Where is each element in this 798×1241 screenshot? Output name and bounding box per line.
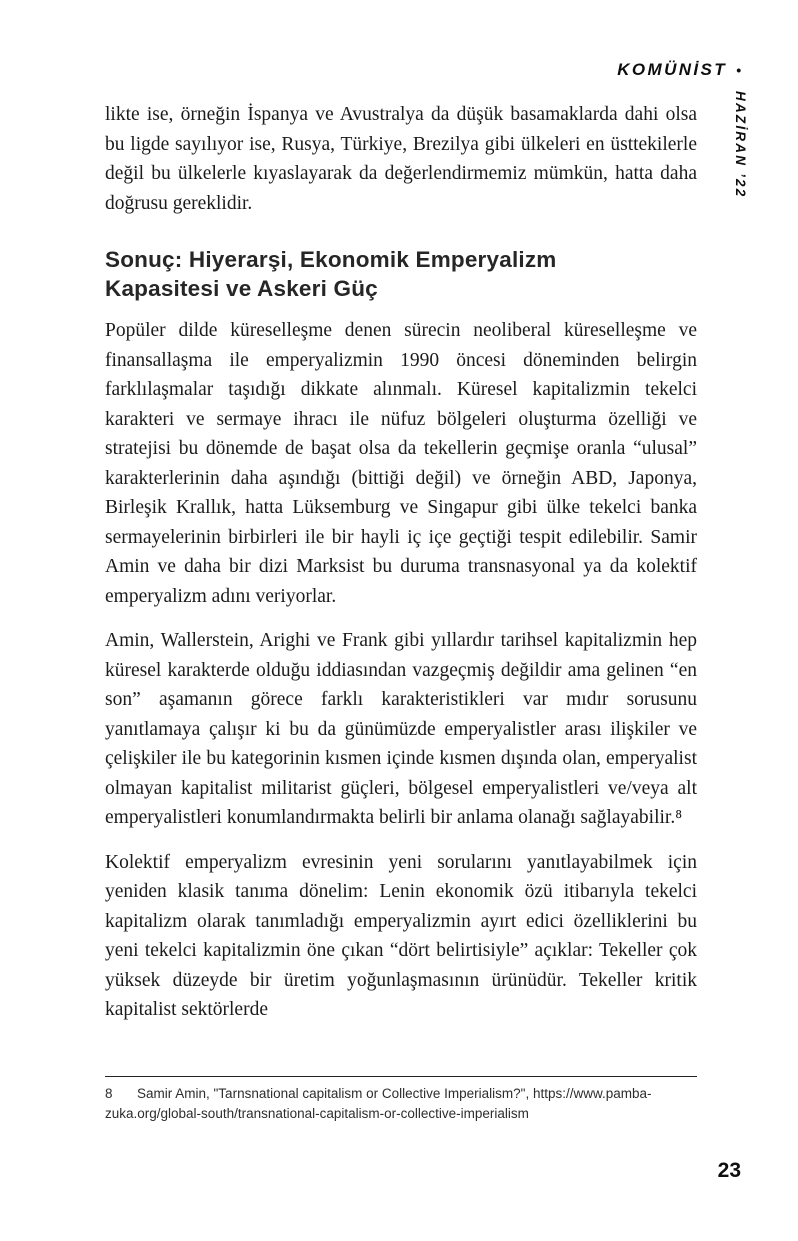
issue-date-vertical: HAZİRAN ’22 bbox=[733, 91, 748, 199]
header-bullet-icon: • bbox=[736, 62, 741, 78]
section-heading bbox=[105, 246, 697, 303]
page-number: 23 bbox=[717, 1159, 741, 1182]
footnote-text-line-2: zuka.org/global-south/transnational-capitalism-or-collective-imperialism bbox=[105, 1105, 529, 1121]
footnote-number: 8 bbox=[105, 1086, 113, 1101]
paragraph: Amin, Wallerstein, Arighi ve Frank gibi yıllardır tarihsel kapitalizmin hep küresel karakterde olduğu iddiasından vazgeçmiş değildir ama gelinen “en son” aşamanın görece farklı karakteristikleri var mıdır sorusunu yanıtlamaya çalışır ki bu da günümüzde emperyalistler arası ilişkiler ve çelişkiler ile bu kategorinin kısmen içinde kısmen dışında olan, emperyalist olmayan kapitalist militarist güçleri, bölgesel emperyalistleri ve/veya alt emperyalistleri konumlandırmakta belirli bir anlama olanağı sağlayabilir.⁸ bbox=[105, 630, 697, 828]
footnote-rule bbox=[105, 1076, 697, 1077]
section-heading-line-2: Kapasitesi ve Askeri Güç bbox=[105, 275, 378, 301]
footnote bbox=[105, 1076, 697, 1123]
footnote-text-line-1: Samir Amin, "Tarnsnational capitalism or Collective Imperialism?", https://www.pamba- bbox=[137, 1086, 652, 1101]
page-content bbox=[105, 100, 697, 1040]
paragraph: Kolektif emperyalizm evresinin yeni sorularını yanıtlayabilmek için yeniden klasik tanıma dönelim: Lenin ekonomik özü itibarıyla tekelci kapitalizm olarak tanımladığı emperyalizmin ayırt edici özelliklerini bu yeni tekelci kapitalizmin öne çıkan “dört belirtisiyle” açıklar: Tekeller çok yüksek düzeyde bir üretim yoğunlaşmasının ürünüdür. Tekeller kritik kapitalist sektörlerde bbox=[105, 851, 697, 1020]
footnote-line-1 bbox=[105, 1084, 697, 1104]
paragraph: Popüler dilde küreselleşme denen sürecin neoliberal küreselleşme ve finansallaşma ile emperyalizmin 1990 öncesi döneminden belirgin farklılaşmalar taşıdığı dikkate alınmalı. Küresel kapitalizmin tekelci karakteri ve sermaye ihracı ile nüfuz bölgeleri oluşturma özelliği ve stratejisi bu dönemde de başat olsa da tekellerin geçmişe oranla “ulusal” karakterlerinin daha aşındığı (bittiği değil) ve örneğin ABD, Japonya, Birleşik Krallık, hatta Lüksemburg ve Singapur gibi ülke tekelci banka sermayelerinin birbirleri ile bir hayli iç içe geçtiği tespit edilebilir. Samir Amin ve daha bir dizi Marksist bu duruma transnasyonal ya da kolektif emperyalizm adını veriyorlar. bbox=[105, 320, 697, 607]
paragraph-continuation: likte ise, örneğin İspanya ve Avustralya da düşük basamaklarda dahi olsa bu ligde sayılıyor ise, Rusya, Türkiye, Brezilya gibi ülkeleri en üsttekilerle değil bu ülkelerle kıyaslayarak da değerlendirmemiz mümkün, hatta daha doğrusu gereklidir. bbox=[105, 104, 697, 214]
journal-title: KOMÜNİST bbox=[617, 60, 728, 79]
page-header bbox=[617, 60, 741, 80]
section-heading-line-1: Sonuç: Hiyerarşi, Ekonomik Emperyalizm bbox=[105, 247, 557, 272]
